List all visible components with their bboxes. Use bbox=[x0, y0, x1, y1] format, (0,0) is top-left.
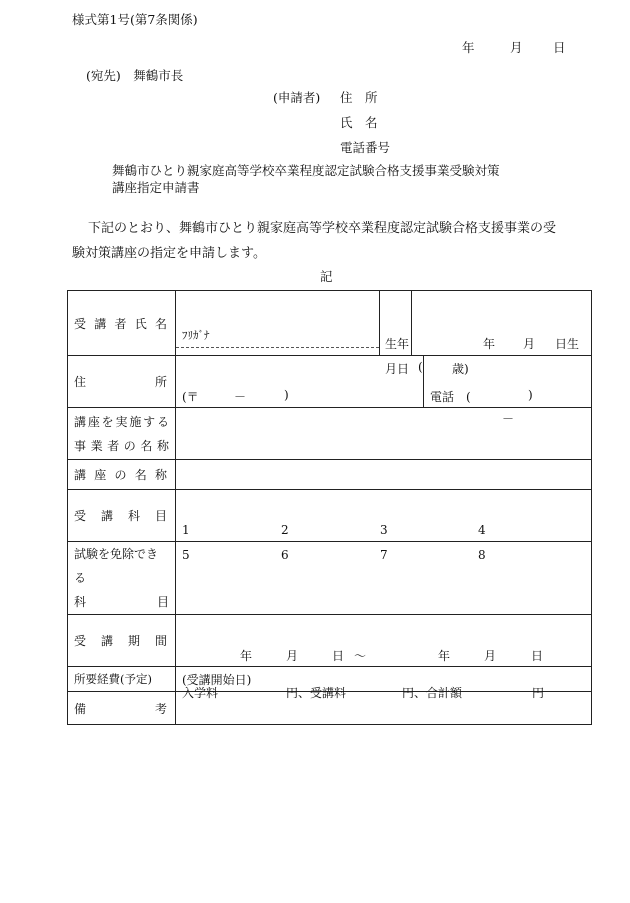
course-name-label: 講 座 の 名 称 bbox=[74, 468, 167, 482]
row-subjects bbox=[68, 490, 592, 542]
address-label: 住 所 bbox=[74, 375, 167, 389]
applicant-name-label: 氏 名 bbox=[340, 115, 378, 130]
ki-heading: 記 bbox=[320, 269, 333, 284]
addressee: (宛先) 舞鶴市長 bbox=[86, 68, 184, 83]
body-text-line2: 験対策講座の指定を申請します。 bbox=[72, 246, 266, 261]
applicant-address-label: 住 所 bbox=[340, 90, 378, 105]
period-label-cell bbox=[68, 615, 176, 667]
period-year2-label: 年 bbox=[438, 648, 451, 663]
subject-number-2: 2 bbox=[281, 522, 289, 537]
period-cell[interactable] bbox=[176, 615, 592, 687]
subject-number-5: 5 bbox=[182, 547, 190, 562]
course-name-label-cell bbox=[68, 460, 176, 490]
period-month-label: 月 bbox=[286, 648, 299, 663]
form-number: 様式第1号(第7条関係) bbox=[72, 12, 198, 27]
student-name-label-cell bbox=[68, 291, 176, 356]
period-year-label: 年 bbox=[240, 648, 253, 663]
applicant-label: (申請者) bbox=[273, 90, 321, 105]
postal-close: ) bbox=[284, 387, 289, 402]
student-name-label: 受 講 者 氏 名 bbox=[74, 316, 167, 331]
row-cost bbox=[68, 667, 592, 692]
phone-close: ) bbox=[528, 387, 533, 402]
provider-label-cell bbox=[68, 408, 176, 460]
provider-name-cell[interactable] bbox=[176, 408, 592, 460]
document-title-line1: 舞鶴市ひとり親家庭高等学校卒業程度認定試験合格支援事業受験対策 bbox=[112, 163, 500, 178]
remarks-cell[interactable] bbox=[176, 692, 592, 725]
subject-number-6: 6 bbox=[281, 547, 289, 562]
postal-dash: － bbox=[234, 389, 247, 404]
subjects-cell[interactable] bbox=[176, 490, 592, 562]
course-name-cell[interactable] bbox=[176, 460, 592, 490]
row-student-name bbox=[68, 291, 592, 356]
cost-yen-end: 円 bbox=[532, 686, 545, 700]
applicant-phone-label: 電話番号 bbox=[340, 140, 391, 155]
birth-label-1: 生年 bbox=[385, 337, 410, 351]
date-day-label: 日 bbox=[553, 40, 566, 55]
period-tilde: ～ bbox=[354, 648, 367, 663]
period-day-label: 日 bbox=[332, 648, 345, 663]
phone-dash: － bbox=[502, 411, 515, 426]
subject-number-7: 7 bbox=[380, 547, 388, 562]
exempt-label-line2: 科 目 bbox=[74, 595, 169, 609]
document-title-line2: 講座指定申請書 bbox=[112, 180, 200, 195]
student-name-cell[interactable] bbox=[176, 291, 380, 356]
address-label-cell bbox=[68, 356, 176, 408]
subject-number-3: 3 bbox=[380, 522, 388, 537]
row-exempt-subjects bbox=[68, 542, 592, 615]
date-month-label: 月 bbox=[510, 40, 523, 55]
row-period bbox=[68, 615, 592, 667]
subjects-label-cell bbox=[68, 490, 176, 542]
furigana-divider bbox=[176, 347, 379, 348]
row-address bbox=[68, 356, 592, 408]
remarks-label: 備 考 bbox=[74, 701, 167, 716]
application-table bbox=[67, 290, 592, 725]
phone-label: 電話 ( bbox=[430, 389, 471, 404]
subject-number-1: 1 bbox=[182, 522, 190, 537]
subjects-label: 受 講 科 目 bbox=[74, 509, 167, 523]
birth-year-label: 年 bbox=[483, 337, 496, 351]
row-course-name bbox=[68, 460, 592, 490]
provider-label-line2: 事 業 者 の 名 称 bbox=[74, 438, 169, 453]
provider-label-line1: 講 座 を 実 施 す る bbox=[74, 414, 169, 429]
cost-yen-tuition: 円、受講料 bbox=[286, 686, 347, 700]
phone-cell[interactable] bbox=[424, 356, 592, 426]
furigana-label: ﾌﾘｶﾞﾅ bbox=[182, 329, 210, 342]
birth-day-label: 日生 bbox=[555, 337, 580, 351]
birth-label-cell bbox=[380, 291, 412, 376]
period-label: 受 講 期 間 bbox=[74, 634, 167, 648]
subject-number-4: 4 bbox=[478, 522, 486, 537]
age-open: ( bbox=[418, 360, 423, 374]
cost-label: 所要経費(予定) bbox=[74, 672, 152, 686]
exempt-label-cell bbox=[68, 542, 176, 615]
cost-label-cell bbox=[68, 667, 176, 692]
body-text-line1: 下記のとおり、舞鶴市ひとり親家庭高等学校卒業程度認定試験合格支援事業の受 bbox=[88, 221, 557, 236]
age-unit: 歳) bbox=[452, 362, 469, 376]
subject-number-8: 8 bbox=[478, 547, 486, 562]
date-year-label: 年 bbox=[462, 40, 475, 55]
exempt-label-line1: 試験を免除できる bbox=[74, 547, 159, 585]
birth-month-label: 月 bbox=[523, 337, 536, 351]
remarks-label-cell bbox=[68, 692, 176, 725]
postal-open: (〒 bbox=[182, 389, 199, 404]
cost-yen-total: 円、合計額 bbox=[402, 686, 463, 700]
birth-label-2: 月日 bbox=[385, 362, 410, 376]
period-day2-label: 日 bbox=[531, 648, 544, 663]
birth-date-cell[interactable] bbox=[412, 291, 592, 376]
cost-admission-label: 入学料 bbox=[182, 686, 219, 700]
period-month2-label: 月 bbox=[484, 648, 497, 663]
period-start-note: (受講開始日) bbox=[182, 672, 252, 687]
